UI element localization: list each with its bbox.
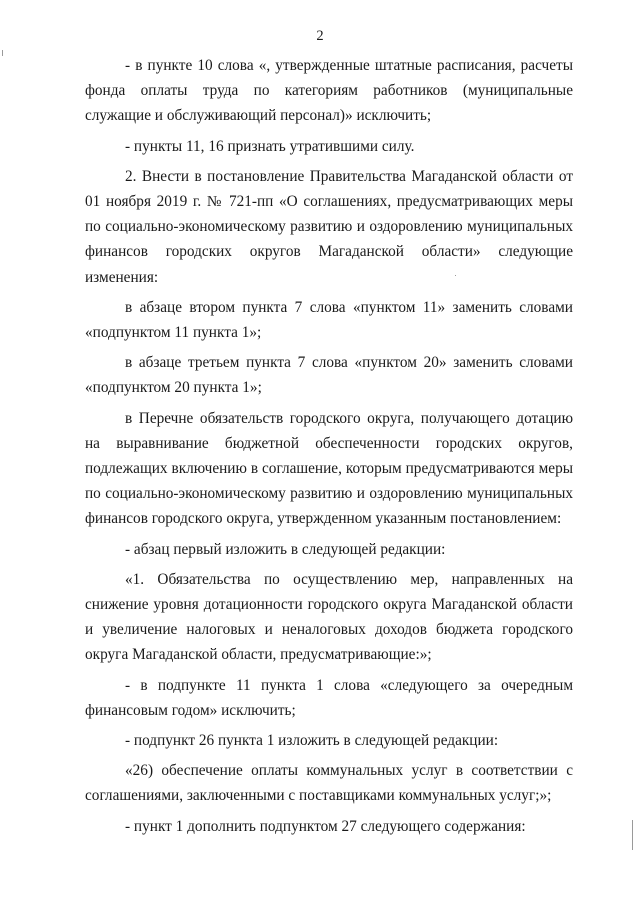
paragraph-9: - в подпункте 11 пункта 1 слова «следующего за очередным финансовым годом» исключить; [85, 676, 573, 719]
paragraph-6: в Перечне обязательств городского округа, получающего дотацию на выравнивание бюджетной обеспеченности городских округов, подлежащих включению в соглашение, которым предусматриваются меры по социально-экономическому развитию и оздоровлению муниципальных финансов городского округа, утвержденном указанным постановлением: [85, 409, 573, 528]
page-number: 2 [316, 28, 324, 44]
paragraph-10: - подпункт 26 пункта 1 изложить в следующей редакции: [125, 732, 499, 750]
paragraph-5: в абзаце третьем пункта 7 слова «пунктом 20» заменить словами «подпунктом 20 пункта 1»; [85, 354, 573, 397]
paragraph-11: «26) обеспечение оплаты коммунальных услуг в соответствии с соглашениями, заключенными с поставщиками коммунальных услуг;»; [85, 762, 573, 805]
paragraph-8: «1. Обязательства по осуществлению мер, направленных на снижение уровня дотационности городского округа Магаданской области и увеличение налоговых и неналоговых доходов бюджета городского округа Магаданской области, предусматривающие:»; [85, 570, 573, 664]
paragraph-3: 2. Внести в постановление Правительства Магаданской области от 01 ноября 2019 г. № 721-пп «О соглашениях, предусматривающих меры по социально-экономическому развитию и оздоровлению муниципальных финансов городских округов Магаданской области» следующие изменения: [85, 167, 573, 286]
scan-speck [455, 275, 456, 276]
paragraph-7: - абзац первый изложить в следующей редакции: [125, 540, 446, 558]
paragraph-2: - пункты 11, 16 признать утратившими силу. [125, 137, 415, 155]
paragraph-1: - в пункте 10 слова «, утвержденные штатные расписания, расчеты фонда оплаты труда по категориям работников (муниципальные служащие и обслуживающий персонал)» исключить; [85, 57, 573, 125]
paragraph-12: - пункт 1 дополнить подпунктом 27 следующего содержания: [125, 817, 526, 835]
document-body [85, 53, 573, 839]
paragraph-4: в абзаце втором пункта 7 слова «пунктом 11» заменить словами «подпунктом 11 пункта 1»; [85, 298, 573, 342]
scan-edge-mark-left [2, 50, 3, 56]
scan-edge-mark-right [632, 820, 633, 850]
